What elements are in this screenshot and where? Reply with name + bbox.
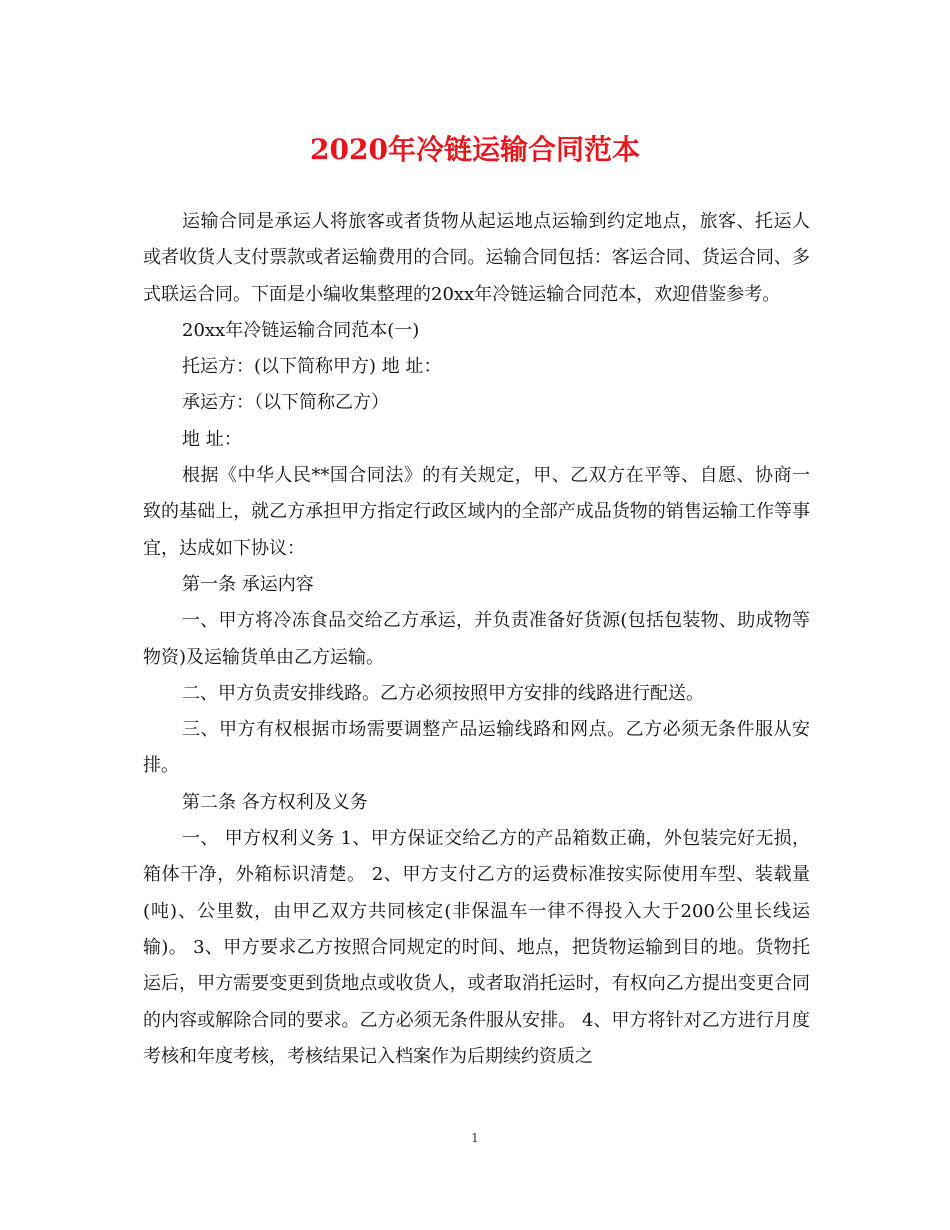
paragraph-carrier: 承运方：（以下简称乙方）	[182, 392, 389, 414]
paragraph-article-1-item-3: 三、甲方有权根据市场需要调整产品运输线路和网点。乙方必须无条件服从安排。	[143, 719, 810, 777]
page-number: 1	[471, 1131, 479, 1145]
paragraph-subtitle: 20xx年冷链运输合同范本(一)	[182, 319, 420, 341]
paragraph-address: 地 址：	[182, 428, 242, 450]
paragraph-intro: 运输合同是承运人将旅客或者货物从起运地点运输到约定地点，旅客、托运人或者收货人支付票款或者运输费用的合同。运输合同包括：客运合同、货运合同、多式联运合同。下面是小编收集整理的20xx年冷链运输合同范本，欢迎借鉴参考。	[143, 211, 810, 305]
paragraph-article-1-item-2: 二、甲方负责安排线路。乙方必须按照甲方安排的线路进行配送。	[182, 682, 704, 704]
heading-article-1: 第一条 承运内容	[182, 573, 314, 595]
paragraph-preamble: 根据《中华人民**国合同法》的有关规定，甲、乙双方在平等、自愿、协商一致的基础上，就乙方承担甲方指定行政区域内的全部产成品货物的销售运输工作等事宜，达成如下协议：	[143, 465, 810, 559]
paragraph-consignor: 托运方：(以下简称甲方) 地 址：	[182, 356, 442, 378]
heading-article-2: 第二条 各方权利及义务	[182, 791, 368, 813]
document-body	[143, 204, 810, 1075]
paragraph-article-2-item-1: 一、 甲方权利义务 1、甲方保证交给乙方的产品箱数正确，外包装完好无损，箱体干净，外箱标识清楚。 2、甲方支付乙方的运费标准按实际使用车型、装载量(吨)、公里数，由甲乙双方共同核定(非保温车一律不得投入大于200公里长线运输)。 3、甲方要求乙方按照合同规定的时间、地点，把货物运输到目的地。货物托运后，甲方需要变更到货地点或收货人，或者取消托运时，有权向乙方提出变更合同的内容或解除合同的要求。乙方必须无条件服从安排。 4、甲方将针对乙方进行月度考核和年度考核，考核结果记入档案作为后期续约资质之	[143, 828, 810, 1067]
document-title: 2020年冷链运输合同范本	[310, 133, 640, 166]
paragraph-article-1-item-1: 一、甲方将冷冻食品交给乙方承运，并负责准备好货源(包括包装物、助成物等物资)及运输货单由乙方运输。	[143, 610, 810, 668]
